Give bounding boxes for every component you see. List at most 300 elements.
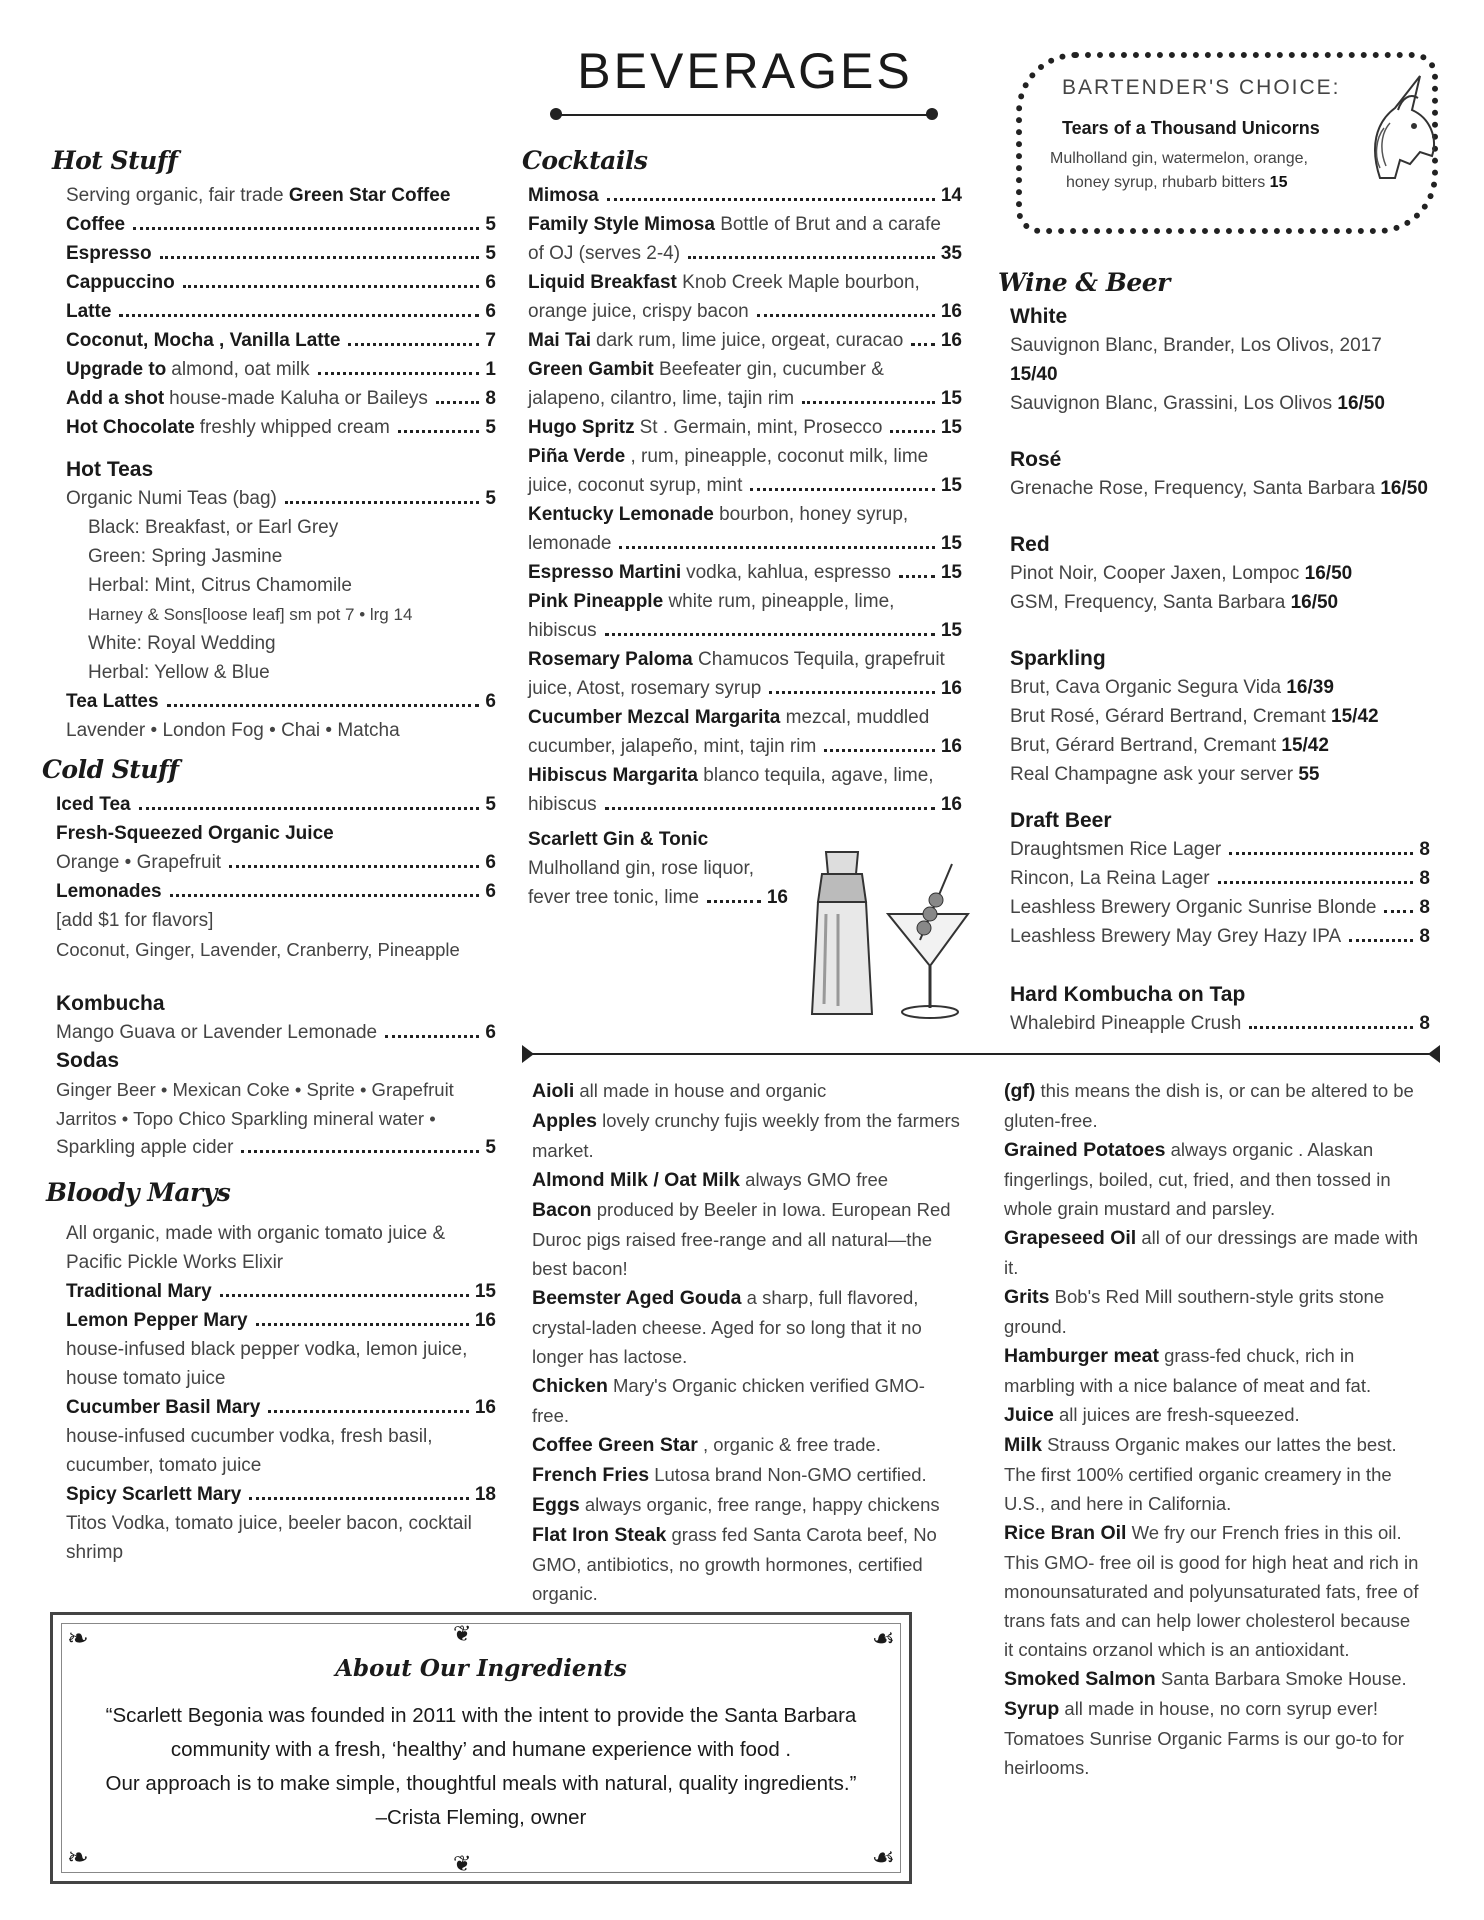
glossary-entry [1004,1400,1424,1430]
corner-flourish-tl-icon: ❧ [67,1623,89,1653]
hot-items-list [66,210,496,442]
glossary-term: (gf) [1004,1080,1036,1102]
glossary-term: Smoked Salmon [1004,1668,1156,1690]
corner-flourish-tr-icon: ☙ [871,1623,895,1653]
iced-tea-row [56,790,496,819]
tea-variety: Green: Spring Jasmine [88,546,283,567]
dot-leader [385,1035,479,1038]
wine-item-price: 16/39 [1286,677,1334,698]
wine-item-name: Grenache Rose, Frequency, Santa Barbara [1010,478,1376,499]
cocktail-desc: bourbon, honey syrup, [719,504,909,525]
sodas-price: 5 [485,1137,496,1158]
kombucha-line: Mango Guava or Lavender Lemonade [56,1022,378,1043]
dot-leader [707,900,761,903]
glossary-term: Beemster Aged Gouda [532,1287,742,1309]
divider-arrow-right-icon [1428,1045,1440,1063]
wine-item-price: 55 [1298,764,1320,785]
dot-leader [605,633,935,636]
wine-item [1010,588,1430,617]
cocktail-price: 15 [940,562,962,583]
cocktail-row [528,471,962,500]
about-title: About Our Ingredients [335,1655,627,1682]
hard-kombucha-price: 8 [1419,1013,1430,1034]
tea-variety: Herbal: Yellow & Blue [88,662,270,683]
wine-item-price: 16/50 [1304,563,1353,584]
draft-item-name: Leashless Brewery Organic Sunrise Blonde [1010,897,1377,918]
corner-flourish-bl-icon: ❧ [67,1842,89,1872]
glossary-term: Apples [532,1110,598,1132]
cocktail-price: 15 [940,475,962,496]
cocktail-price: 16 [940,330,962,351]
dot-leader [398,430,480,433]
tea-lattes-row [66,687,496,716]
glossary-term: Flat Iron Steak [532,1524,667,1546]
wine-item-name: Sauvignon Blanc, Brander, Los Olivos, 2017 [1010,335,1382,356]
cocktail-name: Green Gambit [528,359,654,380]
hot-item-desc: almond, oat milk [171,359,310,380]
dot-leader [160,256,480,259]
wine-item [1010,702,1430,731]
gin-tonic-name: Scarlett Gin & Tonic [528,829,709,850]
bartender-desc-1: Mulholland gin, watermelon, orange, [1050,150,1308,167]
juice-price: 6 [485,852,496,873]
draft-item-row [1010,835,1430,864]
cocktail-name: Kentucky Lemonade [528,504,714,525]
glossary-term: Grits [1004,1286,1050,1308]
glossary-text: Tomatoes Sunrise Organic Farms is our go-to for heirlooms. [1004,1728,1404,1778]
dot-leader [824,749,935,752]
glossary-left [532,1076,960,1608]
kombucha-row [56,1018,496,1047]
cocktail-price: 16 [940,794,962,815]
cocktail-desc: St . Germain, mint, Prosecco [639,417,883,438]
draft-item-price: 8 [1419,868,1430,889]
cocktail-name: Rosemary Paloma [528,649,693,670]
dot-leader [607,198,935,201]
cocktail-name: orange juice, crispy bacon [528,301,749,322]
unicorn-icon [1340,68,1450,188]
bartender-heading: BARTENDER'S CHOICE: [1062,76,1341,99]
hot-item-price: 7 [485,330,496,351]
hot-item-price: 1 [485,359,496,380]
gin-tonic-desc-1: Mulholland gin, rose liquor, [528,858,755,879]
wine-group-title: Red [1010,533,1050,556]
glossary-term: Chicken [532,1375,608,1397]
bartender-desc-2: honey syrup, rhubarb bitters [1066,174,1266,191]
hard-kombucha-item: Whalebird Pineapple Crush [1010,1013,1242,1034]
teas-row [66,484,496,513]
glossary-term: French Fries [532,1464,650,1486]
cocktail-name: cucumber, jalapeño, mint, tajin rim [528,736,817,757]
glossary-term: Syrup [1004,1698,1060,1720]
cocktail-row [528,297,962,326]
dot-leader [688,256,935,259]
cocktail-row [528,413,962,442]
glossary-text: always GMO free [745,1169,889,1190]
glossary-text: grass-fed chuck, rich in marbling with a nice balance of meat and fat. [1004,1345,1372,1396]
tea-variety: Black: Breakfast, or Earl Grey [88,517,339,538]
tea-variety: Herbal: Mint, Citrus Chamomile [88,575,352,596]
cocktail-items-list [528,181,962,819]
glossary-text: all made in house and organic [579,1080,827,1101]
wine-item-price: 16/50 [1290,592,1339,613]
hot-item-name: Espresso [66,243,152,264]
dot-leader [436,401,479,404]
glossary-text: all of our dressings are made with it. [1004,1227,1418,1278]
hot-item-name: Cappuccino [66,272,175,293]
wine-item [1010,760,1430,789]
wine-item-name: Brut, Cava Organic Segura Vida [1010,677,1282,698]
glossary-text: Strauss Organic makes our lattes the best. The first 100% certified organic creamery in the U.S., and here in California. [1004,1434,1397,1514]
cocktail-title-row [528,210,962,239]
glossary-term: Grapeseed Oil [1004,1227,1137,1249]
wine-item-price: 16/50 [1380,478,1428,499]
section-wine-beer: Wine & Beer [998,268,1170,297]
dot-leader [1249,1026,1413,1029]
hot-item-name: Upgrade to [66,359,167,380]
wine-item-price: 15/42 [1281,735,1329,756]
lemonades-flavors: Coconut, Ginger, Lavender, Cranberry, Pineapple [56,939,460,960]
cocktail-name: hibiscus [528,794,597,815]
kombucha-title: Kombucha [56,992,165,1015]
iced-tea-price: 5 [485,794,496,815]
cocktail-price: 15 [940,533,962,554]
glossary-text: Bob's Red Mill southern-style grits stone ground. [1004,1286,1385,1337]
glossary-text: Mary's Organic chicken verified GMO-free. [532,1375,925,1426]
glossary-term: Coffee Green Star [532,1434,698,1456]
glossary-entry [1004,1135,1424,1223]
draft-item-name: Rincon, La Reina Lager [1010,868,1210,889]
dot-leader [757,314,935,317]
dot-leader [1384,910,1413,913]
column-left [42,146,496,1567]
iced-tea-name: Iced Tea [56,794,131,815]
cocktail-shaker-icon [796,844,888,1024]
glossary-entry [532,1165,960,1195]
sodas-row [56,1133,496,1162]
dot-leader [1349,939,1413,942]
cocktail-price: 14 [940,185,962,206]
lemonades-name: Lemonades [56,881,162,902]
glossary-term: Aioli [532,1080,575,1102]
teas-line: Organic Numi Teas (bag) [66,488,277,509]
cocktail-row [528,529,962,558]
cocktail-name: jalapeno, cilantro, lime, tajin rim [528,388,795,409]
draft-list [1010,835,1430,951]
glossary-entry [532,1430,960,1460]
dot-leader [1229,852,1413,855]
cocktail-name: Espresso Martini [528,562,682,583]
dot-leader [183,285,480,288]
glossary-entry [1004,1282,1424,1341]
gin-tonic-title-row [528,825,788,854]
cocktail-title-row [528,442,962,471]
sodas-line-2: Jarritos • Topo Chico Sparkling mineral water • [56,1108,436,1129]
glossary-term: Hamburger meat [1004,1345,1159,1367]
hot-item-desc: house-made Kaluha or Baileys [169,388,428,409]
glossary-entry [1004,1724,1424,1782]
glossary-text: this means the dish is, or can be altered to be gluten-free. [1004,1080,1414,1131]
page-title: BEVERAGES [577,43,913,99]
cocktail-name: Mai Tai [528,330,591,351]
sodas-title: Sodas [56,1049,120,1072]
wine-item [1010,389,1430,418]
cocktail-price: 35 [940,243,962,264]
tea-lattes-price: 6 [485,691,496,712]
ornament-bottom-icon: ❦ [453,1851,472,1876]
title-rule [556,114,932,116]
cocktail-row [528,732,962,761]
cocktail-name: Mimosa [528,185,599,206]
glossary-entry [1004,1341,1424,1400]
cocktail-desc: Knob Creek Maple bourbon, [682,272,920,293]
glossary-term: Milk [1004,1434,1042,1456]
serving-line [66,181,496,210]
serving-brand: Green Star Coffee [288,185,451,206]
dot-leader [139,807,480,810]
dot-leader [220,1294,469,1297]
cocktail-row [528,181,962,210]
wine-item [1010,559,1430,588]
tea-variety: Harney & Sons[loose leaf] sm pot 7 • lrg 14 [88,605,413,624]
cocktail-name: hibiscus [528,620,597,641]
glossary-text: We fry our French fries in this oil. This GMO- free oil is good for high heat and rich in monounsaturated and polyunsaturated fats, free of trans fats and can help lower cholesterol because it contains orzanol which is an antioxidant. [1004,1522,1419,1660]
cocktail-title-row [528,355,962,384]
juice-row [56,848,496,877]
glossary-entry [532,1195,960,1283]
bloody-intro-1: All organic, made with organic tomato juice & [66,1223,446,1244]
glossary-text: always organic, free range, happy chickens [584,1494,940,1515]
hot-item-name: Hot Chocolate [66,417,195,438]
glossary-term: Juice [1004,1404,1054,1426]
dot-leader [241,1150,479,1153]
hot-item-row [66,355,496,384]
bloody-item-name: Lemon Pepper Mary [66,1310,248,1331]
draft-item-row [1010,922,1430,951]
hot-item-row [66,239,496,268]
cocktail-name: juice, coconut syrup, mint [528,475,743,496]
dot-leader [268,1410,469,1413]
glossary-text: Lutosa brand Non-GMO certified. [654,1464,927,1485]
cocktail-price: 16 [940,736,962,757]
glossary-term: Grained Potatoes [1004,1139,1166,1161]
bloody-item-desc: house-infused cucumber vodka, fresh basil, cucumber, tomato juice [66,1426,433,1476]
dot-leader [619,546,934,549]
hot-teas-title: Hot Teas [66,458,154,481]
cocktail-name: Cucumber Mezcal Margarita [528,707,781,728]
ornament-top-icon: ❦ [453,1621,472,1646]
bloody-item-row [66,1393,496,1422]
teas-price: 5 [485,488,496,509]
about-line-2: community with a fresh, ‘healthy’ and humane experience with food . [170,1738,792,1761]
about-line-1: “Scarlett Begonia was founded in 2011 with the intent to provide the Santa Barbara [105,1704,857,1727]
tea-lattes-name: Tea Lattes [66,691,159,712]
bartenders-choice-box [1016,52,1438,234]
wine-group-title: White [1010,305,1068,328]
hot-item-row [66,297,496,326]
cocktail-row [528,384,962,413]
glossary-entry [1004,1430,1424,1518]
cocktail-name: Family Style Mimosa [528,214,715,235]
dot-leader [769,691,934,694]
glossary-text: Santa Barbara Smoke House. [1160,1668,1407,1689]
about-ingredients-box [50,1612,912,1884]
cocktail-name: Pink Pineapple [528,591,664,612]
bloody-item-desc: house-infused black pepper vodka, lemon juice, house tomato juice [66,1339,468,1389]
draft-item-price: 8 [1419,926,1430,947]
column-middle [522,146,962,912]
glossary-entry [1004,1694,1424,1724]
sodas-line-1: Ginger Beer • Mexican Coke • Sprite • Grapefruit [56,1079,454,1100]
glossary-entry [532,1520,960,1608]
draft-item-name: Draughtsmen Rice Lager [1010,839,1222,860]
draft-item-row [1010,864,1430,893]
hot-item-price: 5 [485,243,496,264]
wine-item-name: Pinot Noir, Cooper Jaxen, Lompoc [1010,563,1300,584]
dot-leader [119,314,479,317]
glossary-entry [532,1460,960,1490]
draft-item-row [1010,893,1430,922]
sodas-line-3: Sparkling apple cider [56,1137,234,1158]
dot-leader [256,1323,469,1326]
glossary-term: Eggs [532,1494,580,1516]
dot-leader [348,343,479,346]
bloody-item-price: 16 [474,1310,496,1331]
lemonades-note: [add $1 for flavors] [56,910,214,931]
cocktail-name: Hibiscus Margarita [528,765,698,786]
glossary-right [1004,1076,1424,1782]
cocktail-row [528,326,962,355]
cocktail-desc: Chamucos Tequila, grapefruit [698,649,945,670]
cocktail-desc: white rum, pineapple, lime, [668,591,895,612]
cocktail-desc: Bottle of Brut and a carafe [720,214,941,235]
cocktail-name: of OJ (serves 2-4) [528,243,681,264]
glossary-entry [532,1106,960,1165]
dot-leader [1218,881,1414,884]
wine-item-name: Real Champagne ask your server [1010,764,1294,785]
bloody-item-name: Spicy Scarlett Mary [66,1484,242,1505]
glossary-text: a sharp, full flavored, crystal-laden cheese. Aged for so long that it no longer has lactose. [532,1287,922,1367]
wine-item-price: 16/50 [1337,393,1385,414]
lemonades-price: 6 [485,881,496,902]
cocktail-row [528,558,962,587]
wine-item-name: Brut Rosé, Gérard Bertrand, Cremant [1010,706,1326,727]
section-hot-stuff: Hot Stuff [52,146,178,175]
glossary-text: all juices are fresh-squeezed. [1059,1404,1300,1425]
hot-item-price: 6 [485,301,496,322]
divider-arrow-left-icon [522,1045,534,1063]
dot-leader [911,343,935,346]
wine-item [1010,331,1430,389]
dot-leader [170,894,480,897]
dot-leader [750,488,934,491]
section-cocktails: Cocktails [522,146,648,175]
hot-item-row [66,384,496,413]
hot-item-price: 8 [485,388,496,409]
dot-leader [899,575,935,578]
section-bloody-marys: Bloody Marys [46,1178,231,1207]
glossary-entry [1004,1518,1424,1664]
wine-item-name: Sauvignon Blanc, Grassini, Los Olivos [1010,393,1333,414]
bartender-drink: Tears of a Thousand Unicorns [1062,118,1320,138]
cocktail-desc: Beefeater gin, cucumber & [658,359,884,380]
bloody-items-list [66,1277,496,1567]
juice-title: Fresh-Squeezed Organic Juice [56,823,334,844]
glossary-term: Almond Milk / Oat Milk [532,1169,741,1191]
cocktail-title-row [528,587,962,616]
hot-item-row [66,326,496,355]
cocktail-price: 15 [940,388,962,409]
martini-glass-icon [880,844,976,1024]
hot-item-price: 6 [485,272,496,293]
column-right [998,268,1430,1038]
bloody-item-row [66,1277,496,1306]
section-divider [530,1053,1436,1055]
wine-group-title: Sparkling [1010,647,1106,670]
hot-item-name: Coffee [66,214,126,235]
wine-item [1010,673,1430,702]
glossary-text: always organic . Alaskan fingerlings, boiled, cut, fried, and then tossed in whole grain mustard and parsley. [1004,1139,1391,1219]
tea-lattes-list: Lavender • London Fog • Chai • Matcha [66,720,400,741]
wine-groups [1010,303,1430,789]
bloody-item-name: Traditional Mary [66,1281,212,1302]
bartender-price: 15 [1269,174,1288,191]
gin-tonic-row [528,883,788,912]
cocktail-name: lemonade [528,533,612,554]
cocktail-desc: blanco tequila, agave, lime, [703,765,934,786]
cocktail-name: Hugo Spritz [528,417,635,438]
hot-item-desc: freshly whipped cream [199,417,390,438]
hot-item-price: 5 [485,417,496,438]
cocktail-row [528,616,962,645]
hot-item-name: Add a shot [66,388,165,409]
wine-item-price: 15/42 [1331,706,1379,727]
dot-leader [890,430,934,433]
hot-item-row [66,413,496,442]
draft-item-price: 8 [1419,839,1430,860]
dot-leader [229,865,479,868]
dot-leader [318,372,480,375]
bloody-item-desc: Titos Vodka, tomato juice, beeler bacon, cocktail shrimp [66,1513,472,1563]
about-line-3: Our approach is to make simple, thoughtful meals with natural, quality ingredients.” [105,1772,857,1795]
gin-tonic-price: 16 [766,887,788,908]
section-cold-stuff: Cold Stuff [42,755,179,784]
wine-item-name: Brut, Gérard Bertrand, Cremant [1010,735,1277,756]
cocktail-title-row [528,703,962,732]
glossary-text: lovely crunchy fujis weekly from the farmers market. [532,1110,960,1161]
glossary-entry [532,1371,960,1430]
wine-item [1010,731,1430,760]
glossary-entry [532,1490,960,1520]
cocktail-price: 16 [940,301,962,322]
bloody-item-price: 16 [474,1397,496,1418]
cocktail-row [528,674,962,703]
title-rule-dot-left [550,108,562,120]
cocktail-desc: mezcal, muddled [785,707,930,728]
hard-kombucha-title: Hard Kombucha on Tap [1010,983,1246,1006]
juice-line: Orange • Grapefruit [56,852,222,873]
glossary-entry [532,1283,960,1371]
wine-item [1010,474,1430,503]
hard-kombucha-row [1010,1009,1430,1038]
dot-leader [167,704,480,707]
cocktail-title-row [528,645,962,674]
hot-item-row [66,268,496,297]
dot-leader [133,227,479,230]
glossary-text: grass fed Santa Carota beef, No GMO, antibiotics, no growth hormones, certified organic. [532,1524,937,1604]
draft-item-name: Leashless Brewery May Grey Hazy IPA [1010,926,1342,947]
cocktail-title-row [528,268,962,297]
